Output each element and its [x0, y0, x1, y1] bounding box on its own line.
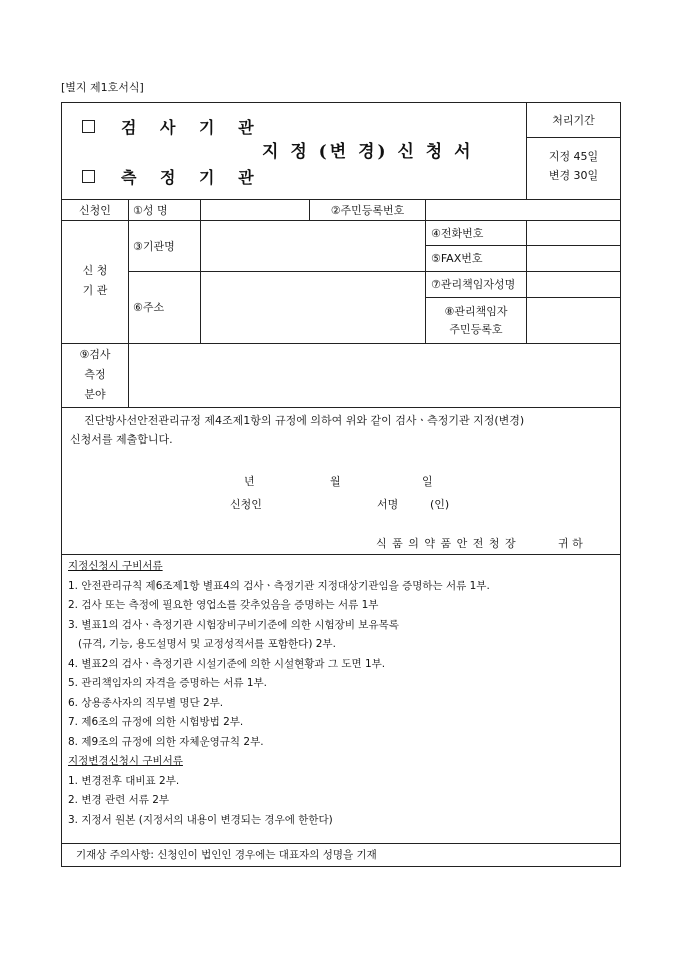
form-title: 지 정 (변 경) 신 청 서: [262, 142, 474, 162]
designation-document-item: 6. 상용종사자의 직무별 명단 2부.: [68, 696, 224, 709]
applicant-sign-label: 신청인: [230, 498, 262, 511]
change-document-item: 2. 변경 관련 서류 2부: [68, 794, 170, 806]
manager-rrn-field[interactable]: [527, 298, 620, 343]
applicant-rrn-field[interactable]: [426, 200, 620, 220]
designation-document-item: (규격, 기능, 용도설명서 및 교정성적서를 포함한다) 2부.: [78, 638, 336, 650]
inspection-field-label-line3: 분야: [84, 388, 106, 401]
institution-group-label-line1: 신 청: [82, 264, 108, 277]
institution-address-label: ⑥주소: [133, 301, 165, 314]
designation-document-item: 1. 안전관리규칙 제6조제1항 별표4의 검사ㆍ측정기관 지정대상기관임을 증명하는 서류 1부.: [68, 579, 490, 592]
required-documents: [68, 557, 618, 830]
applicant-row-label: 신청인: [79, 203, 111, 217]
form-number-label: [별지 제1호서식]: [61, 81, 144, 94]
recipient-suffix: 귀 하: [558, 537, 583, 550]
manager-name-label: ⑦관리책임자성명: [431, 277, 516, 291]
phone-field[interactable]: [527, 221, 620, 245]
change-period: 변경 30일: [548, 168, 599, 182]
designation-document-item: 2. 검사 또는 측정에 필요한 영업소를 갖추었음을 증명하는 서류 1부: [68, 599, 379, 611]
date-day-label: 일: [422, 475, 433, 488]
date-month-label: 월: [330, 475, 341, 488]
measurement-agency-checkbox[interactable]: [82, 170, 95, 183]
institution-name-label: ③기관명: [133, 239, 175, 253]
institution-group-label: [62, 251, 128, 311]
applicant-name-label: ①성 명: [133, 203, 168, 217]
manager-rrn-label-line1: ⑧관리책임자: [444, 304, 508, 318]
fax-label: ⑤FAX번호: [431, 251, 483, 265]
footer-note: 기재상 주의사항: 신청인이 법인인 경우에는 대표자의 성명을 기재: [76, 849, 377, 861]
change-document-item: 3. 지정서 원본 (지정서의 내용이 변경되는 경우에 한한다): [68, 813, 333, 826]
measurement-agency-option[interactable]: [82, 165, 263, 188]
fax-field[interactable]: [527, 246, 620, 270]
phone-label: ④전화번호: [431, 226, 484, 240]
institution-address-field[interactable]: [201, 272, 425, 343]
declaration-text: [70, 411, 616, 449]
recipient-label: 식 품 의 약 품 안 전 청 장: [376, 537, 517, 550]
declaration-line1: 진단방사선안전관리규정 제4조제1항의 규정에 의하여 위와 같이 검사ㆍ측정기관 지정(변경): [84, 414, 525, 427]
inspection-agency-checkbox[interactable]: [82, 120, 95, 133]
designation-documents-title: 지정신청시 구비서류: [68, 560, 163, 572]
date-year-label: 년: [244, 475, 255, 488]
seal-label: (인): [430, 498, 450, 511]
change-documents-title: 지정변경신청시 구비서류: [68, 755, 183, 767]
applicant-name-field[interactable]: [201, 200, 309, 220]
institution-name-field[interactable]: [201, 221, 425, 271]
declaration-line2: 신청서를 제출합니다.: [70, 433, 173, 446]
manager-name-field[interactable]: [527, 272, 620, 296]
signature-label: 서명: [377, 498, 399, 511]
inspection-agency-label: 검 사 기 관: [121, 118, 263, 137]
inspection-field-label-line1: ⑨검사: [79, 348, 111, 361]
processing-period-label: 처리기간: [552, 113, 595, 127]
manager-rrn-label-line2: 주민등록호: [449, 322, 503, 336]
designation-document-item: 8. 제9조의 규정에 의한 자체운영규칙 2부.: [68, 735, 264, 748]
designation-document-item: 3. 별표1의 검사ㆍ측정기관 시험장비구비기준에 의한 시험장비 보유목록: [68, 618, 399, 631]
change-document-item: 1. 변경전후 대비표 2부.: [68, 774, 180, 787]
institution-group-label-line2: 기 관: [82, 284, 108, 297]
measurement-agency-label: 측 정 기 관: [121, 168, 263, 187]
application-form: [61, 102, 621, 867]
designation-document-item: 7. 제6조의 규정에 의한 시험방법 2부.: [68, 716, 244, 728]
inspection-agency-option[interactable]: [82, 115, 263, 138]
manager-rrn-label: [426, 298, 526, 343]
designation-document-item: 5. 관리책임자의 자격을 증명하는 서류 1부.: [68, 677, 268, 689]
designation-document-item: 4. 별표2의 검사ㆍ측정기관 시설기준에 의한 시설현황과 그 도면 1부.: [68, 657, 386, 670]
inspection-field-label-line2: 측정: [84, 368, 106, 381]
applicant-rrn-label: ②주민등록번호: [330, 203, 405, 217]
inspection-field-input[interactable]: [129, 344, 620, 406]
inspection-field-label: [62, 344, 128, 406]
designation-period: 지정 45일: [548, 149, 599, 163]
